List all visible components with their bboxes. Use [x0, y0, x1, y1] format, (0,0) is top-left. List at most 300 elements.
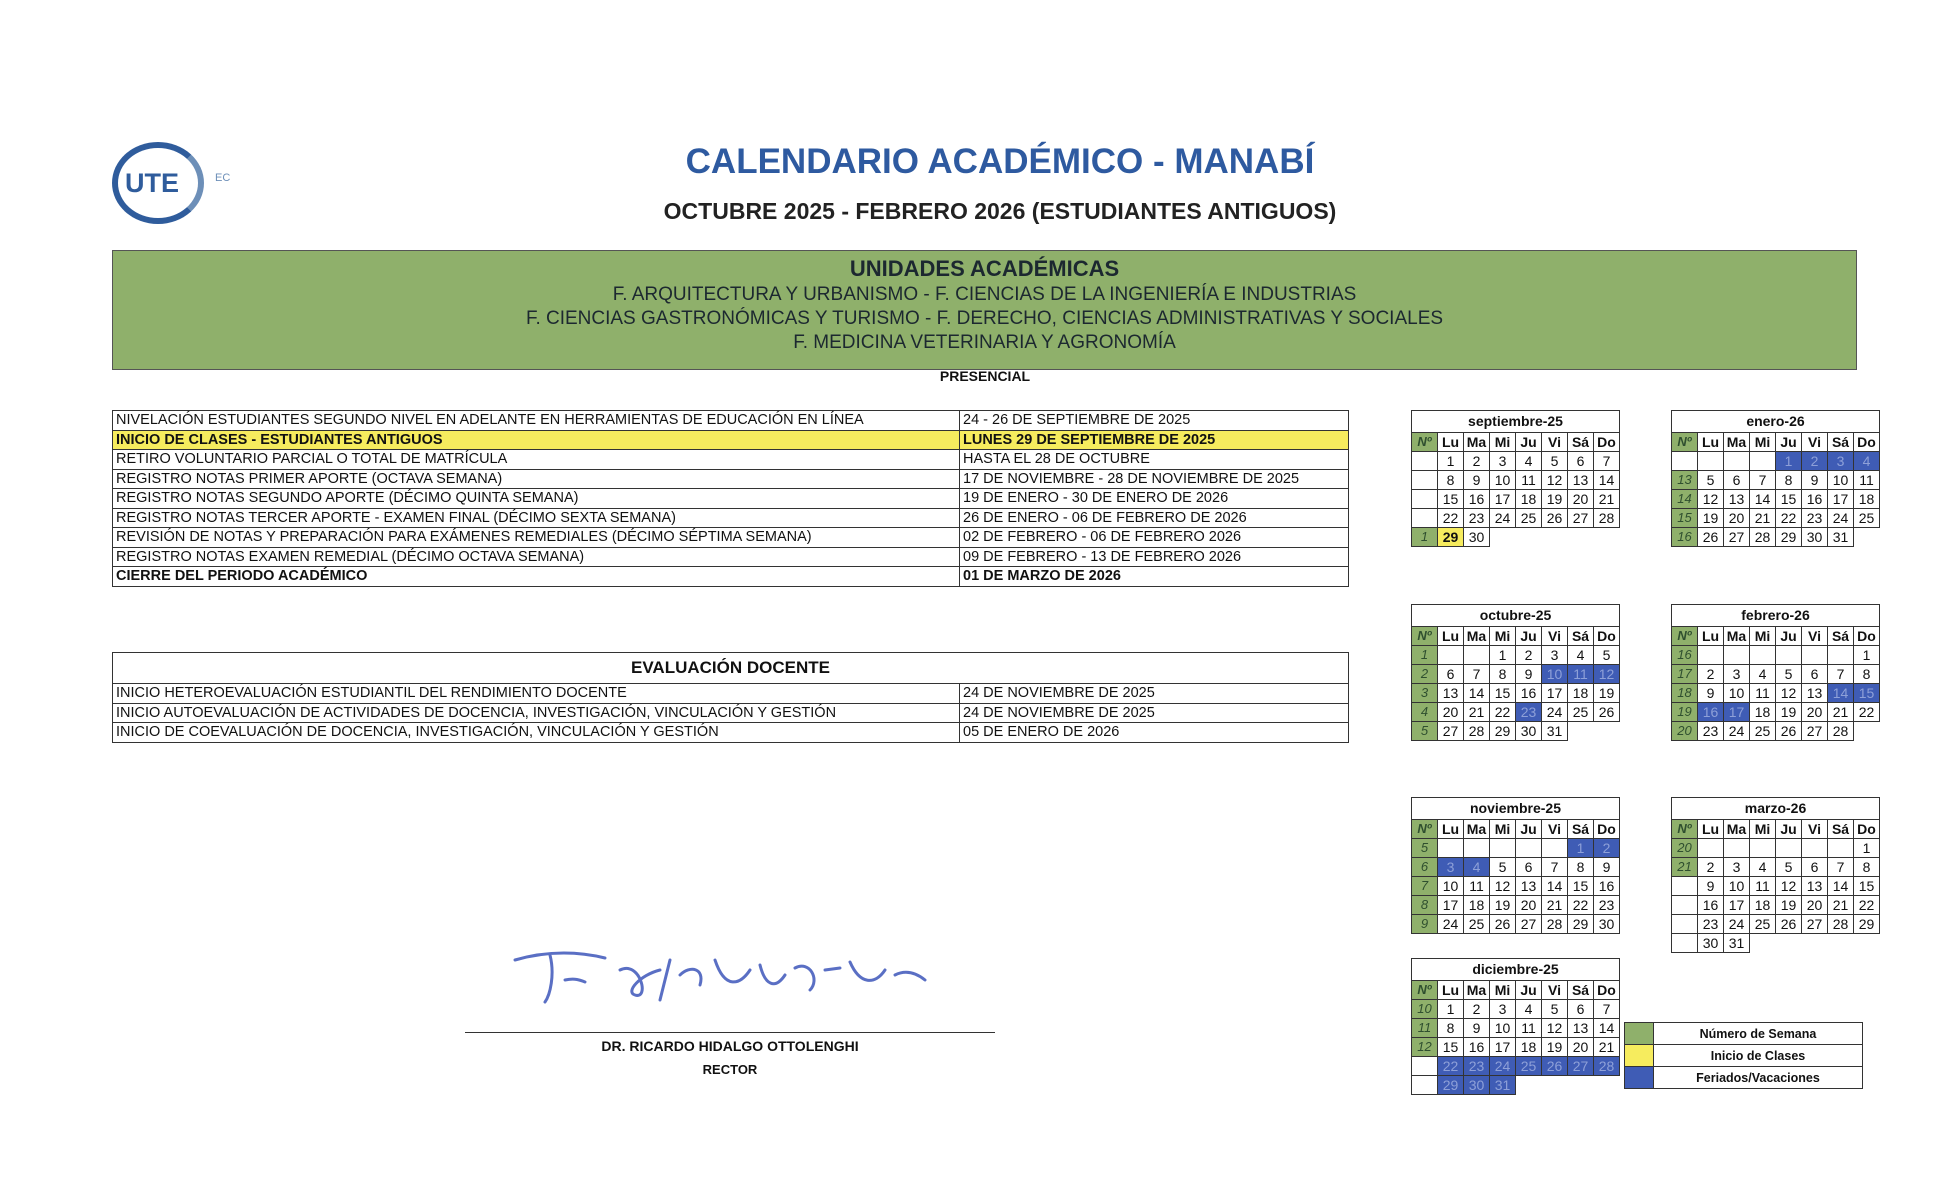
weekday-header: Do — [1854, 820, 1880, 839]
empty-day — [1828, 934, 1854, 953]
day-cell: 23 — [1594, 896, 1620, 915]
event-date: HASTA EL 28 DE OCTUBRE — [960, 450, 1349, 470]
day-cell: 19 — [1776, 703, 1802, 722]
day-cell: 25 — [1516, 509, 1542, 528]
day-cell: 26 — [1776, 915, 1802, 934]
weekday-header: Ju — [1516, 433, 1542, 452]
month-calendar — [1411, 958, 1620, 1095]
week-row — [1672, 665, 1880, 684]
day-cell: 11 — [1516, 471, 1542, 490]
page-subtitle: OCTUBRE 2025 - FEBRERO 2026 (ESTUDIANTES ANTIGUOS) — [663, 198, 1337, 224]
empty-day — [1542, 528, 1568, 547]
day-cell: 4 — [1516, 452, 1542, 471]
day-cell: 6 — [1438, 665, 1464, 684]
empty-day — [1594, 528, 1620, 547]
week-row — [1412, 1038, 1620, 1057]
event-row — [113, 411, 1349, 431]
week-row — [1412, 1019, 1620, 1038]
day-cell: 13 — [1724, 490, 1750, 509]
day-cell: 10 — [1490, 1019, 1516, 1038]
day-cell: 31 — [1828, 528, 1854, 547]
day-cell: 26 — [1776, 722, 1802, 741]
empty-day — [1698, 646, 1724, 665]
weekday-header: Vi — [1542, 627, 1568, 646]
day-cell: 26 — [1594, 703, 1620, 722]
day-cell: 20 — [1568, 490, 1594, 509]
week-row — [1672, 915, 1880, 934]
week-number: 9 — [1412, 915, 1438, 934]
day-cell: 23 — [1698, 722, 1724, 741]
empty-day — [1698, 839, 1724, 858]
week-number: 21 — [1672, 858, 1698, 877]
day-cell: 11 — [1464, 877, 1490, 896]
weekday-header: Do — [1594, 627, 1620, 646]
week-row — [1672, 703, 1880, 722]
day-cell: 28 — [1594, 509, 1620, 528]
signatory-role: RECTOR — [702, 1062, 758, 1077]
day-cell: 3 — [1438, 858, 1464, 877]
day-cell: 21 — [1750, 509, 1776, 528]
week-number: 8 — [1412, 896, 1438, 915]
week-number: 6 — [1412, 858, 1438, 877]
day-cell: 19 — [1776, 896, 1802, 915]
weekday-header: Vi — [1542, 433, 1568, 452]
month-calendar — [1411, 604, 1620, 741]
week-row — [1672, 684, 1880, 703]
week-number — [1412, 1057, 1438, 1076]
day-cell: 14 — [1594, 471, 1620, 490]
day-cell: 22 — [1438, 1057, 1464, 1076]
day-cell: 15 — [1776, 490, 1802, 509]
day-cell: 25 — [1568, 703, 1594, 722]
day-cell: 10 — [1542, 665, 1568, 684]
week-number: 13 — [1672, 471, 1698, 490]
day-cell: 25 — [1464, 915, 1490, 934]
day-cell: 15 — [1854, 877, 1880, 896]
day-cell: 16 — [1464, 490, 1490, 509]
event-activity: REGISTRO NOTAS SEGUNDO APORTE (DÉCIMO QUINTA SEMANA) — [113, 489, 960, 509]
day-cell: 9 — [1464, 1019, 1490, 1038]
week-number: 20 — [1672, 722, 1698, 741]
week-number: 12 — [1412, 1038, 1438, 1057]
day-cell: 4 — [1516, 1000, 1542, 1019]
day-cell: 2 — [1698, 858, 1724, 877]
day-cell: 14 — [1750, 490, 1776, 509]
day-cell: 30 — [1698, 934, 1724, 953]
event-date: 02 DE FEBRERO - 06 DE FEBRERO 2026 — [960, 528, 1349, 548]
day-cell: 14 — [1464, 684, 1490, 703]
day-cell: 19 — [1594, 684, 1620, 703]
weekday-header: Mi — [1750, 433, 1776, 452]
weekday-header-row — [1672, 433, 1880, 452]
day-cell: 11 — [1568, 665, 1594, 684]
week-row — [1412, 509, 1620, 528]
day-cell: 5 — [1698, 471, 1724, 490]
month-calendar — [1411, 797, 1620, 934]
event-date: 09 DE FEBRERO - 13 DE FEBRERO 2026 — [960, 547, 1349, 567]
day-cell: 17 — [1724, 703, 1750, 722]
event-date: LUNES 29 DE SEPTIEMBRE DE 2025 — [960, 430, 1349, 450]
day-cell: 24 — [1542, 703, 1568, 722]
empty-day — [1802, 646, 1828, 665]
day-cell: 8 — [1776, 471, 1802, 490]
event-row-highlight — [113, 430, 1349, 450]
weekday-header-row — [1412, 433, 1620, 452]
day-cell: 13 — [1438, 684, 1464, 703]
day-cell: 8 — [1854, 665, 1880, 684]
day-cell: 17 — [1490, 1038, 1516, 1057]
day-cell: 10 — [1724, 877, 1750, 896]
weekday-header: Lu — [1438, 820, 1464, 839]
week-row — [1672, 858, 1880, 877]
day-cell: 5 — [1776, 858, 1802, 877]
weekday-header: Lu — [1438, 433, 1464, 452]
day-cell: 9 — [1516, 665, 1542, 684]
weekday-header: Vi — [1802, 627, 1828, 646]
month-name: octubre-25 — [1412, 605, 1620, 627]
day-cell: 18 — [1750, 703, 1776, 722]
weekday-header: Ju — [1776, 627, 1802, 646]
weekday-header: Lu — [1698, 433, 1724, 452]
day-cell: 8 — [1438, 1019, 1464, 1038]
legend — [1624, 1022, 1863, 1089]
day-cell: 4 — [1568, 646, 1594, 665]
week-number — [1672, 915, 1698, 934]
day-cell: 9 — [1698, 684, 1724, 703]
week-number: 5 — [1412, 839, 1438, 858]
day-cell: 20 — [1802, 703, 1828, 722]
day-cell: 18 — [1516, 490, 1542, 509]
empty-day — [1542, 839, 1568, 858]
units-line: F. CIENCIAS GASTRONÓMICAS Y TURISMO - F. DERECHO, CIENCIAS ADMINISTRATIVAS Y SOCIALES — [525, 308, 1444, 329]
event-activity: REGISTRO NOTAS PRIMER APORTE (OCTAVA SEMANA) — [113, 469, 960, 489]
empty-day — [1464, 646, 1490, 665]
week-number-header: Nº — [1412, 981, 1438, 1000]
day-cell: 2 — [1698, 665, 1724, 684]
day-cell: 14 — [1828, 684, 1854, 703]
week-number — [1672, 452, 1698, 471]
week-row — [1672, 877, 1880, 896]
empty-day — [1438, 839, 1464, 858]
day-cell: 6 — [1802, 858, 1828, 877]
weekday-header: Ma — [1724, 627, 1750, 646]
evaluation-table — [112, 652, 1349, 743]
day-cell: 16 — [1464, 1038, 1490, 1057]
day-cell: 28 — [1542, 915, 1568, 934]
day-cell: 23 — [1802, 509, 1828, 528]
empty-day — [1854, 934, 1880, 953]
empty-day — [1724, 839, 1750, 858]
day-cell: 7 — [1594, 1000, 1620, 1019]
day-cell: 3 — [1542, 646, 1568, 665]
week-number — [1412, 452, 1438, 471]
day-cell: 24 — [1828, 509, 1854, 528]
event-activity: CIERRE DEL PERIODO ACADÉMICO — [113, 567, 960, 587]
day-cell: 30 — [1802, 528, 1828, 547]
day-cell: 14 — [1542, 877, 1568, 896]
day-cell: 17 — [1438, 896, 1464, 915]
rector-signature — [510, 940, 930, 1010]
day-cell: 19 — [1490, 896, 1516, 915]
week-number-header: Nº — [1672, 627, 1698, 646]
day-cell: 9 — [1698, 877, 1724, 896]
weekday-header: Sá — [1568, 627, 1594, 646]
week-row — [1672, 934, 1880, 953]
day-cell: 10 — [1490, 471, 1516, 490]
week-number: 20 — [1672, 839, 1698, 858]
day-cell: 28 — [1828, 915, 1854, 934]
event-row — [113, 450, 1349, 470]
week-number: 4 — [1412, 703, 1438, 722]
day-cell: 21 — [1828, 896, 1854, 915]
month-name: noviembre-25 — [1412, 798, 1620, 820]
weekday-header: Vi — [1542, 820, 1568, 839]
day-cell: 11 — [1516, 1019, 1542, 1038]
day-cell: 26 — [1698, 528, 1724, 547]
day-cell: 27 — [1516, 915, 1542, 934]
empty-day — [1490, 528, 1516, 547]
weekday-header-row — [1412, 981, 1620, 1000]
empty-day — [1776, 934, 1802, 953]
day-cell: 29 — [1854, 915, 1880, 934]
weekday-header: Ma — [1724, 433, 1750, 452]
day-cell: 27 — [1568, 509, 1594, 528]
legend-item — [1625, 1045, 1863, 1067]
weekday-header: Sá — [1828, 627, 1854, 646]
page-title: CALENDARIO ACADÉMICO - MANABÍ — [685, 142, 1315, 181]
week-number-header: Nº — [1672, 820, 1698, 839]
weekday-header: Mi — [1750, 627, 1776, 646]
day-cell: 2 — [1516, 646, 1542, 665]
weekday-header: Sá — [1828, 820, 1854, 839]
day-cell: 14 — [1594, 1019, 1620, 1038]
day-cell: 6 — [1724, 471, 1750, 490]
month-calendar — [1671, 797, 1880, 953]
event-row — [113, 528, 1349, 548]
evaluation-date: 24 DE NOVIEMBRE DE 2025 — [960, 684, 1349, 704]
day-cell: 24 — [1724, 915, 1750, 934]
day-cell: 18 — [1854, 490, 1880, 509]
day-cell: 22 — [1854, 896, 1880, 915]
day-cell: 2 — [1464, 452, 1490, 471]
day-cell: 15 — [1438, 490, 1464, 509]
day-cell: 1 — [1854, 646, 1880, 665]
day-cell: 4 — [1464, 858, 1490, 877]
week-row — [1672, 839, 1880, 858]
event-row — [113, 567, 1349, 587]
legend-label: Feriados/Vacaciones — [1654, 1067, 1863, 1089]
event-date: 26 DE ENERO - 06 DE FEBRERO DE 2026 — [960, 508, 1349, 528]
week-row — [1412, 839, 1620, 858]
day-cell: 24 — [1724, 722, 1750, 741]
day-cell: 31 — [1490, 1076, 1516, 1095]
week-row — [1672, 646, 1880, 665]
day-cell: 19 — [1542, 1038, 1568, 1057]
day-cell: 14 — [1828, 877, 1854, 896]
legend-item — [1625, 1023, 1863, 1045]
weekday-header: Vi — [1802, 433, 1828, 452]
week-row — [1412, 684, 1620, 703]
legend-item — [1625, 1067, 1863, 1089]
day-cell: 22 — [1854, 703, 1880, 722]
signature-stroke — [515, 953, 925, 1002]
weekday-header-row — [1412, 627, 1620, 646]
day-cell: 19 — [1698, 509, 1724, 528]
day-cell: 28 — [1594, 1057, 1620, 1076]
event-row — [113, 547, 1349, 567]
units-heading: UNIDADES ACADÉMICAS — [849, 256, 1120, 281]
weekday-header: Ma — [1724, 820, 1750, 839]
empty-day — [1568, 1076, 1594, 1095]
day-cell: 2 — [1802, 452, 1828, 471]
month-calendar — [1671, 604, 1880, 741]
empty-day — [1854, 722, 1880, 741]
week-number: 1 — [1412, 528, 1438, 547]
day-cell: 18 — [1464, 896, 1490, 915]
event-activity: REGISTRO NOTAS TERCER APORTE - EXAMEN FINAL (DÉCIMO SEXTA SEMANA) — [113, 508, 960, 528]
event-date: 17 DE NOVIEMBRE - 28 DE NOVIEMBRE DE 2025 — [960, 469, 1349, 489]
day-cell: 27 — [1438, 722, 1464, 741]
week-number: 14 — [1672, 490, 1698, 509]
weekday-header-row — [1672, 820, 1880, 839]
day-cell: 4 — [1750, 858, 1776, 877]
day-cell: 18 — [1516, 1038, 1542, 1057]
day-cell: 16 — [1698, 703, 1724, 722]
legend-swatch — [1625, 1045, 1654, 1067]
day-cell: 16 — [1594, 877, 1620, 896]
day-cell: 16 — [1516, 684, 1542, 703]
empty-day — [1750, 839, 1776, 858]
day-cell: 7 — [1750, 471, 1776, 490]
day-cell: 15 — [1438, 1038, 1464, 1057]
day-cell: 17 — [1542, 684, 1568, 703]
event-row — [113, 489, 1349, 509]
empty-day — [1828, 839, 1854, 858]
month-calendar — [1671, 410, 1880, 547]
week-row — [1672, 896, 1880, 915]
day-cell: 22 — [1490, 703, 1516, 722]
day-cell: 28 — [1828, 722, 1854, 741]
day-cell: 6 — [1802, 665, 1828, 684]
week-row — [1412, 1057, 1620, 1076]
day-cell: 12 — [1776, 684, 1802, 703]
day-cell: 25 — [1750, 722, 1776, 741]
weekday-header-row — [1412, 820, 1620, 839]
day-cell: 11 — [1750, 877, 1776, 896]
event-activity: NIVELACIÓN ESTUDIANTES SEGUNDO NIVEL EN ADELANTE EN HERRAMIENTAS DE EDUCACIÓN EN LÍNEA — [113, 411, 960, 431]
week-row — [1412, 703, 1620, 722]
weekday-header: Ma — [1464, 433, 1490, 452]
day-cell: 23 — [1464, 1057, 1490, 1076]
day-cell: 1 — [1438, 452, 1464, 471]
day-cell: 15 — [1854, 684, 1880, 703]
day-cell: 9 — [1594, 858, 1620, 877]
weekday-header: Lu — [1698, 820, 1724, 839]
event-activity: REGISTRO NOTAS EXAMEN REMEDIAL (DÉCIMO OCTAVA SEMANA) — [113, 547, 960, 567]
day-cell: 9 — [1464, 471, 1490, 490]
day-cell: 4 — [1854, 452, 1880, 471]
empty-day — [1750, 452, 1776, 471]
day-cell: 16 — [1698, 896, 1724, 915]
week-row — [1412, 665, 1620, 684]
evaluation-activity: INICIO AUTOEVALUACIÓN DE ACTIVIDADES DE DOCENCIA, INVESTIGACIÓN, VINCULACIÓN Y GESTIÓN — [113, 703, 960, 723]
weekday-header: Ju — [1776, 433, 1802, 452]
academic-units-band — [112, 250, 1857, 370]
day-cell: 12 — [1542, 471, 1568, 490]
empty-day — [1568, 722, 1594, 741]
week-number: 16 — [1672, 528, 1698, 547]
empty-day — [1750, 934, 1776, 953]
day-cell: 27 — [1724, 528, 1750, 547]
empty-day — [1594, 722, 1620, 741]
weekday-header: Do — [1594, 981, 1620, 1000]
day-cell: 11 — [1854, 471, 1880, 490]
week-number: 15 — [1672, 509, 1698, 528]
logo-suffix: EC — [215, 172, 231, 184]
day-cell: 3 — [1490, 1000, 1516, 1019]
week-number — [1672, 877, 1698, 896]
day-cell: 12 — [1490, 877, 1516, 896]
week-row — [1412, 722, 1620, 741]
empty-day — [1776, 839, 1802, 858]
day-cell: 13 — [1802, 877, 1828, 896]
week-number — [1672, 934, 1698, 953]
weekday-header-row — [1672, 627, 1880, 646]
week-number: 10 — [1412, 1000, 1438, 1019]
day-cell: 8 — [1854, 858, 1880, 877]
units-line: F. ARQUITECTURA Y URBANISMO - F. CIENCIAS DE LA INGENIERÍA E INDUSTRIAS — [612, 284, 1357, 305]
day-cell: 28 — [1750, 528, 1776, 547]
day-cell: 21 — [1594, 1038, 1620, 1057]
day-cell: 23 — [1516, 703, 1542, 722]
weekday-header: Mi — [1490, 981, 1516, 1000]
weekday-header: Ma — [1464, 627, 1490, 646]
day-cell: 20 — [1724, 509, 1750, 528]
ute-logo — [112, 142, 231, 227]
week-row — [1672, 528, 1880, 547]
evaluation-date: 05 DE ENERO DE 2026 — [960, 723, 1349, 743]
day-cell: 29 — [1490, 722, 1516, 741]
week-row — [1412, 1000, 1620, 1019]
weekday-header: Do — [1594, 820, 1620, 839]
day-cell: 27 — [1802, 915, 1828, 934]
day-cell: 5 — [1594, 646, 1620, 665]
weekday-header: Ma — [1464, 820, 1490, 839]
day-cell: 15 — [1490, 684, 1516, 703]
week-row — [1672, 471, 1880, 490]
units-line: F. MEDICINA VETERINARIA Y AGRONOMÍA — [793, 332, 1176, 353]
weekday-header: Mi — [1490, 627, 1516, 646]
day-cell: 5 — [1542, 452, 1568, 471]
week-row — [1412, 490, 1620, 509]
day-cell: 10 — [1724, 684, 1750, 703]
legend-swatch — [1625, 1067, 1654, 1089]
evaluation-row — [113, 684, 1349, 704]
day-cell: 18 — [1568, 684, 1594, 703]
weekday-header: Ju — [1776, 820, 1802, 839]
empty-day — [1490, 839, 1516, 858]
week-number — [1412, 471, 1438, 490]
empty-day — [1568, 528, 1594, 547]
empty-day — [1438, 646, 1464, 665]
day-cell: 4 — [1750, 665, 1776, 684]
week-row — [1672, 490, 1880, 509]
evaluation-row — [113, 703, 1349, 723]
week-number: 2 — [1412, 665, 1438, 684]
day-cell: 20 — [1438, 703, 1464, 722]
day-cell: 28 — [1464, 722, 1490, 741]
event-date: 01 DE MARZO DE 2026 — [960, 567, 1349, 587]
